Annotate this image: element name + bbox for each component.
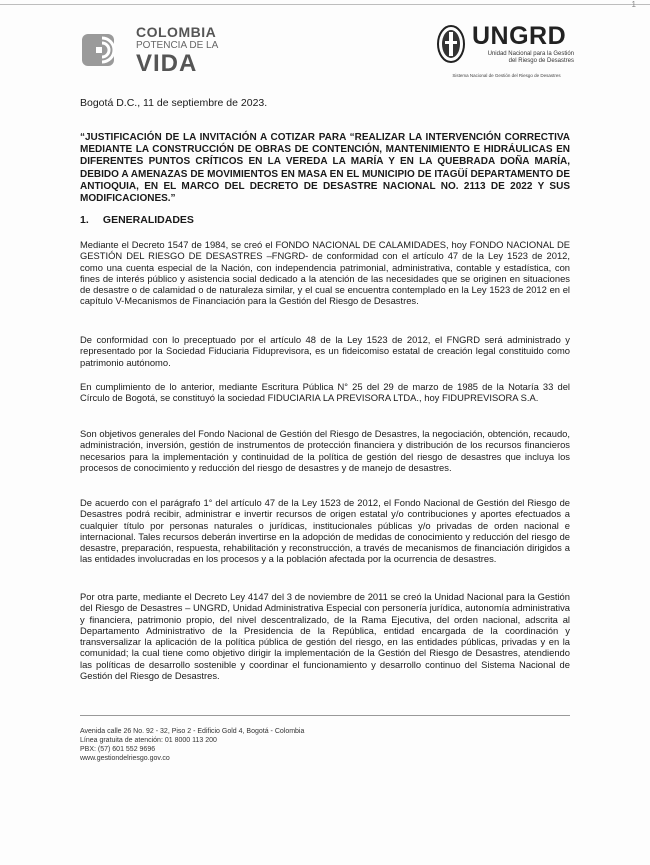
colombia-potencia-logo <box>80 24 220 76</box>
footer-address: Avenida calle 26 No. 92 - 32, Piso 2 - Edificio Gold 4, Bogotá - Colombia <box>80 728 305 735</box>
ungrd-logo <box>434 22 579 84</box>
section-heading <box>80 214 194 226</box>
colombia-logo-text <box>136 24 218 76</box>
section-title: GENERALIDADES <box>102 214 194 226</box>
footer-website: www.gestiondelriesgo.gov.co <box>80 755 170 762</box>
top-edge-line <box>0 4 650 5</box>
document-title: “JUSTIFICACIÓN DE LA INVITACIÓN A COTIZAR PARA “REALIZAR LA INTERVENCIÓN CORRECTIVA MEDIANTE LA CONSTRUCCIÓN DE OBRAS DE CONTENCIÓN, MANTENIMIENTO E HIDRÁULICAS EN DIFERENTES PUNTOS CRÍTICOS EN LA VEREDA LA MARÍA Y EN LA QUEBRADA DOÑA MARÍA, DEBIDO A AMENAZAS DE MOVIMIENTOS EN MASA EN EL MUNICIPIO DE ITAGÜÍ DEPARTAMENTO DE ANTIOQUIA, EN EL MARCO DEL DECRETO DE DESASTRE NACIONAL NO. 2113 DE 2022 Y SUS MODIFICACIONES.” <box>80 132 570 205</box>
corner-mark: 1 <box>631 0 636 9</box>
paragraph: De conformidad con lo preceptuado por el artículo 48 de la Ley 1523 de 2012, el FNGRD será administrado y representado por la Sociedad Fiduciaria Fiduprevisora, es un fideicomiso estatal de creación legal constituido como patrimonio autónomo. <box>80 334 570 368</box>
ungrd-seal-icon <box>436 24 466 64</box>
paragraph: En cumplimiento de lo anterior, mediante Escritura Pública N° 25 del 29 de marzo de 1985 de la Notaría 33 del Círculo de Bogotá, se constituyó la sociedad FIDUCIARIA LA PREVISORA LTDA., hoy FIDUPREVISORA S.A. <box>80 381 570 404</box>
paragraph: Son objetivos generales del Fondo Nacional de Gestión del Riesgo de Desastres, la negociación, obtención, recaudo, administración, inversión, gestión de instrumentos de protección financiera y distribución de los recursos financieros necesarios para la implementación y continuidad de la política de gestión del riesgo de desastres que incluya los procesos de conocimiento y reducción del riesgo de desastres y de manejo de desastres. <box>80 428 570 473</box>
section-number: 1. <box>80 214 89 226</box>
colombia-logo-icon <box>80 28 124 72</box>
document-date: Bogotá D.C., 11 de septiembre de 2023. <box>80 97 268 109</box>
logo-line-potencia: POTENCIA DE LA <box>136 40 219 51</box>
footer-pbx: PBX: (57) 601 552 9696 <box>80 746 156 753</box>
footer <box>80 727 304 763</box>
paragraph: De acuerdo con el parágrafo 1° del artículo 47 de la Ley 1523 de 2012, el Fondo Nacional de Gestión del Riesgo de Desastres podrá recibir, administrar e invertir recursos de origen estatal y/o contribuciones y aportes efectuados a cualquier título por personas naturales o jurídicas, institucionales públicas y/o privadas de orden nacional e internacional. Tales recursos deberán invertirse en la adopción de medidas de conocimiento y reducción del riesgo de desastre, preparación, respuesta, rehabilitación y reconstrucción, a través de mecanismos de financiación dirigidos a las entidades involucradas en los procesos y a la población afectada por la ocurrencia de desastres. <box>80 497 570 565</box>
ungrd-system-name: Sistema Nacional de Gestión del Riesgo de Desastres <box>452 73 561 78</box>
ungrd-subtitle <box>474 51 574 65</box>
paragraph: Mediante el Decreto 1547 de 1984, se creó el FONDO NACIONAL DE CALAMIDADES, hoy FONDO NACIONAL DE GESTIÓN DEL RIESGO DE DESASTRES –FNGRD- de conformidad con el artículo 47 de la Ley 1523 de 2012, como una cuenta especial de la Nación, con independencia patrimonial, administrativa, contable y estadística, con fines de interés público y asistencia social dedicado a la atención de las necesidades que se originen en situaciones de desastre o de calamidad o de naturaleza similar, y el cual se encuentra contemplado en la Ley 1523 de 2012 en el capítulo V-Mecanismos de Financiación para la Gestión del Riesgo de Desastres. <box>80 239 570 307</box>
footer-hotline: Línea gratuita de atención: 01 8000 113 200 <box>80 737 217 744</box>
logo-line-colombia: COLOMBIA <box>136 24 217 40</box>
logo-line-vida: VIDA <box>136 50 198 77</box>
paragraph: Por otra parte, mediante el Decreto Ley 4147 del 3 de noviembre de 2011 se creó la Unidad Nacional para la Gestión del Riesgo de Desastres – UNGRD, Unidad Administrativa Especial con personería jurídica, autonomía administrativa y financiera, patrimonio propio, del nivel descentralizado, de la Rama Ejecutiva, del orden nacional, adscrita al Departamento Administrativo de la Presidencia de la República, entidad encargada de la coordinación y transversalizar la aplicación de la política pública de gestión del riesgo, en las entidades públicas, privadas y en la comunidad; la cual tiene como objetivo dirigir la implementación de la Gestión del Riesgo de Desastres, atendiendo las políticas de desarrollo sostenible y coordinar el funcionamiento y desarrollo continuo del Sistema Nacional de Gestión del Riesgo de Desastres. <box>80 591 570 682</box>
ungrd-subtitle-line2: del Riesgo de Desastres <box>508 58 574 64</box>
ungrd-wordmark: UNGRD <box>472 22 567 50</box>
ungrd-subtitle-line1: Unidad Nacional para la Gestión <box>487 51 574 57</box>
footer-divider <box>80 715 570 716</box>
